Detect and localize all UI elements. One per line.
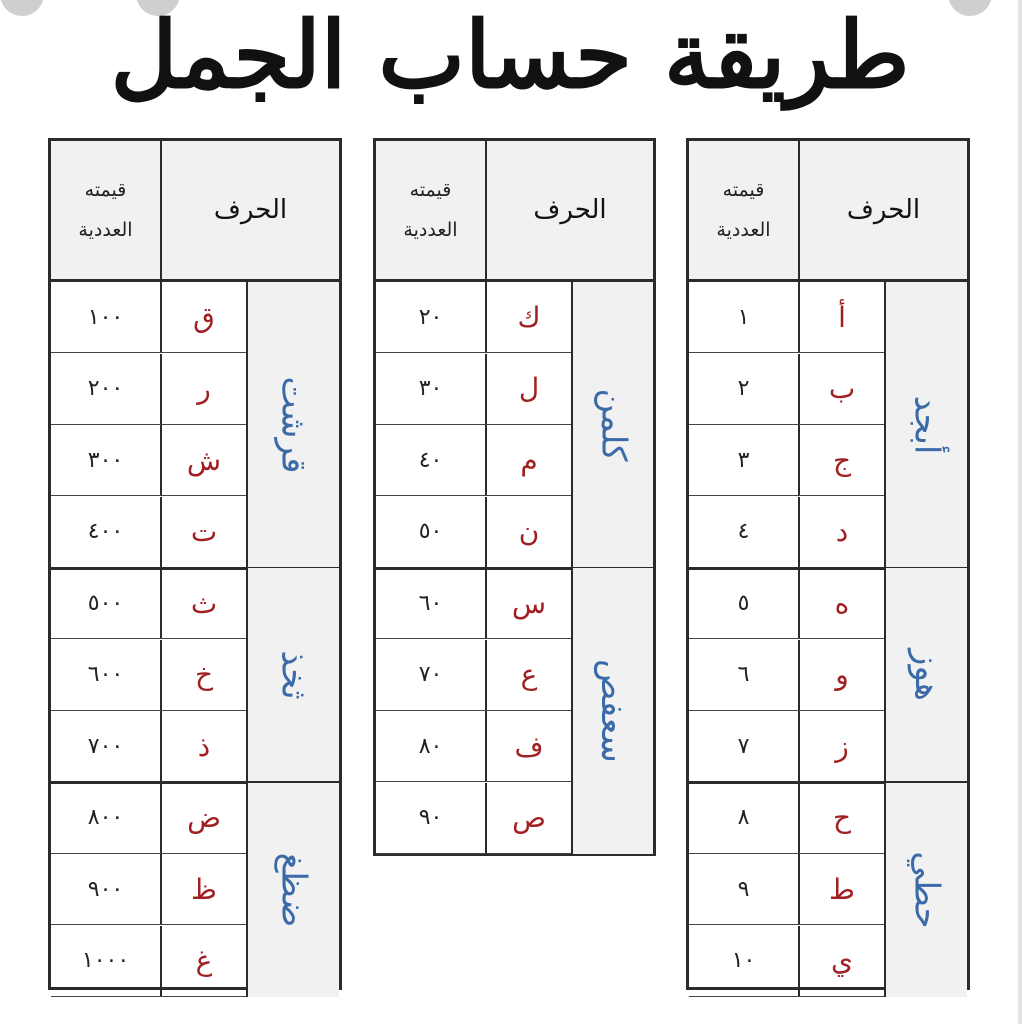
letter: ر (197, 372, 211, 405)
group-name: حطي (906, 851, 947, 929)
table-row (376, 568, 571, 639)
numeric-value: ٧٠٠ (51, 711, 162, 781)
table-row (51, 497, 246, 568)
group-label (246, 568, 339, 783)
group-name: أبجد (906, 395, 947, 455)
group-name: قرشت (273, 376, 314, 474)
letter: ع (520, 658, 538, 691)
table-row (376, 497, 571, 568)
letter: ق (193, 300, 215, 334)
group-label (246, 282, 339, 568)
letter: ح (832, 801, 852, 834)
group-name: سعفص (593, 659, 633, 763)
letter: ه (834, 586, 850, 620)
numeric-value: ٢٠٠ (51, 354, 162, 424)
numeric-value: ١٠ (689, 926, 800, 996)
letter: ي (831, 944, 853, 977)
letter: ذ (197, 729, 211, 763)
numeric-value: ٨٠ (376, 711, 487, 781)
table-row (51, 282, 246, 353)
letter: م (520, 443, 538, 477)
table-row (51, 783, 246, 854)
header-value (689, 141, 800, 279)
header-value-line2: العددية (403, 219, 458, 241)
table-header (689, 141, 967, 282)
table-row (689, 354, 884, 425)
scrollbar[interactable] (1018, 0, 1022, 1024)
numeric-value: ٩ (689, 854, 800, 924)
header-letter: الحرف (213, 195, 288, 225)
numeric-value: ٥ (689, 568, 800, 638)
numeric-value: ٣٠٠ (51, 425, 162, 495)
abjad-table-middle (373, 138, 656, 856)
group-label (571, 282, 653, 568)
letter: ل (518, 372, 540, 405)
table-header (376, 141, 653, 282)
table-row (51, 854, 246, 925)
letter: و (835, 658, 849, 691)
table-row (376, 783, 571, 854)
numeric-value: ٦ (689, 640, 800, 710)
letter: ب (828, 372, 856, 405)
group-label (884, 783, 967, 998)
header-value (376, 141, 487, 279)
numeric-value: ٩٠ (376, 783, 487, 853)
letter: خ (194, 658, 214, 691)
group-name: هوز (906, 649, 947, 702)
table-row (689, 783, 884, 854)
group-label (884, 282, 967, 568)
table-row (689, 854, 884, 925)
table-row (51, 711, 246, 782)
group-name: ثخذ (273, 650, 314, 700)
table-row (376, 711, 571, 782)
header-value-line2: العددية (78, 219, 133, 241)
numeric-value: ٤٠ (376, 425, 487, 495)
table-row (689, 425, 884, 496)
numeric-value: ٦٠ (376, 568, 487, 638)
letter: ج (832, 443, 852, 477)
letter: ز (835, 729, 849, 763)
table-row (689, 282, 884, 353)
group-name: ضظغ (273, 852, 314, 928)
table-header (51, 141, 339, 282)
numeric-value: ١٠٠٠ (51, 926, 162, 996)
numeric-value: ٨ (689, 783, 800, 853)
numeric-value: ٨٠٠ (51, 783, 162, 853)
letter: ث (190, 586, 218, 620)
letter: ش (186, 443, 222, 477)
letter: ض (187, 801, 221, 834)
letter: ك (517, 300, 541, 334)
numeric-value: ٣٠ (376, 354, 487, 424)
letter: ن (518, 515, 540, 548)
letter: غ (195, 944, 213, 977)
table-row (376, 640, 571, 711)
table-row (689, 926, 884, 997)
numeric-value: ٥٠٠ (51, 568, 162, 638)
numeric-value: ٧ (689, 711, 800, 781)
header-letter: الحرف (533, 195, 607, 225)
header-value (51, 141, 162, 279)
numeric-value: ٤٠٠ (51, 497, 162, 567)
group-label (884, 568, 967, 783)
page-title: طريقة حساب الجمل (110, 1, 910, 109)
numeric-value: ٢ (689, 354, 800, 424)
table-row (689, 497, 884, 568)
numeric-value: ١٠٠ (51, 282, 162, 352)
table-row (51, 926, 246, 997)
numeric-value: ٦٠٠ (51, 640, 162, 710)
letter: ف (514, 729, 544, 763)
table-row (376, 354, 571, 425)
table-row (376, 425, 571, 496)
letter: د (835, 515, 849, 548)
table-row (51, 568, 246, 639)
group-name: كلمن (592, 388, 633, 462)
letter: ص (512, 801, 546, 834)
header-value-line2: العددية (716, 219, 771, 241)
header-value-line1: قيمته (409, 179, 452, 201)
table-row (689, 640, 884, 711)
letter: أ (838, 300, 846, 334)
numeric-value: ٣ (689, 425, 800, 495)
letter: ط (829, 872, 855, 906)
header-value-line1: قيمته (722, 179, 765, 201)
numeric-value: ٤ (689, 497, 800, 567)
table-row (689, 711, 884, 782)
numeric-value: ٧٠ (376, 640, 487, 710)
letter: س (511, 586, 547, 620)
table-row (376, 282, 571, 353)
numeric-value: ٥٠ (376, 497, 487, 567)
table-row (51, 425, 246, 496)
table-row (689, 568, 884, 639)
table-row (51, 640, 246, 711)
header-value-line1: قيمته (84, 179, 127, 201)
letter: ت (190, 515, 218, 548)
back-button[interactable] (0, 0, 44, 16)
table-row (51, 354, 246, 425)
numeric-value: ٢٠ (376, 282, 487, 352)
numeric-value: ١ (689, 282, 800, 352)
abjad-table-right (686, 138, 970, 990)
abjad-table-left (48, 138, 342, 990)
group-label (246, 783, 339, 998)
letter: ظ (191, 872, 217, 906)
numeric-value: ٩٠٠ (51, 854, 162, 924)
header-letter: الحرف (846, 195, 921, 225)
group-label (571, 568, 653, 854)
